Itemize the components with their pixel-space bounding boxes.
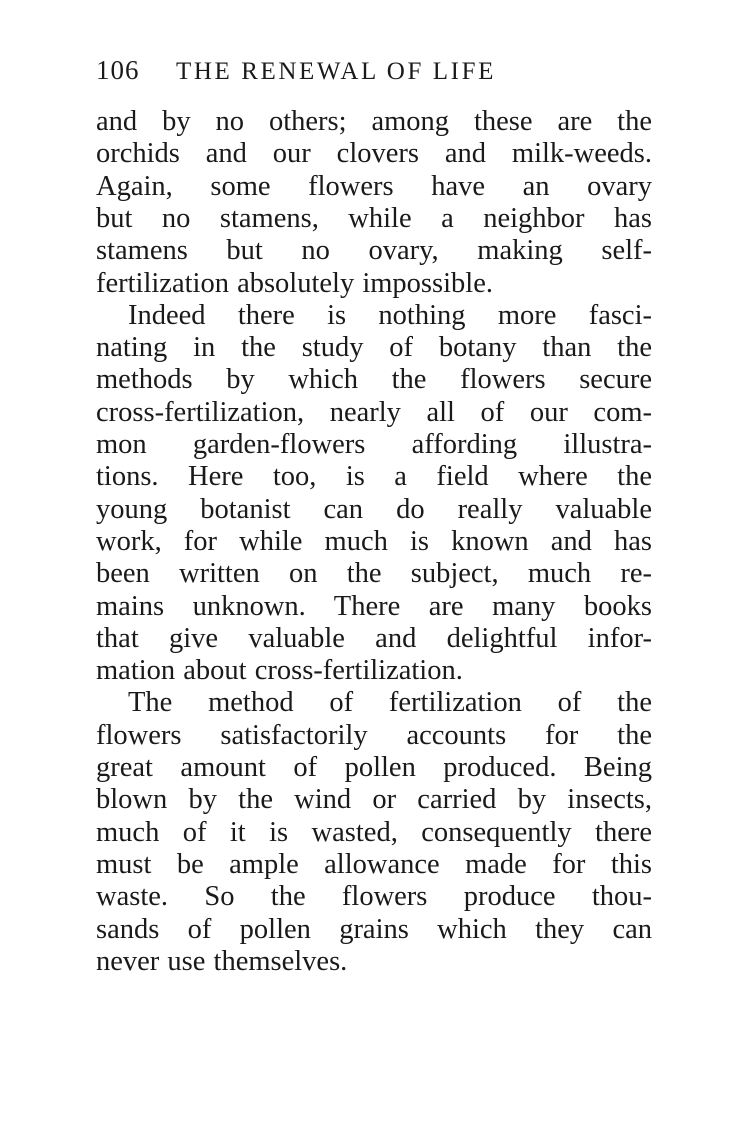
text-line: nating in the study of botany than the <box>96 332 652 364</box>
page-header <box>96 55 496 86</box>
running-title: THE RENEWAL OF LIFE <box>176 58 496 85</box>
text-line: mon garden-flowers affording illustra- <box>96 429 652 460</box>
text-line: must be ample allowance made for this <box>96 848 652 880</box>
text-line: flowers satisfactorily accounts for the <box>96 719 652 751</box>
text-line: blown by the wind or carried by insects, <box>96 784 652 816</box>
text-line: work, for while much is known and has <box>96 525 652 557</box>
text-line: great amount of pollen produced. Being <box>96 752 652 783</box>
text-line: that give valuable and delightful infor- <box>96 622 652 654</box>
text-line: Indeed there is nothing more fasci- <box>128 299 652 331</box>
text-line: been written on the subject, much re- <box>96 558 652 590</box>
text-line: sands of pollen grains which they can <box>96 913 652 945</box>
text-line: Again, some flowers have an ovary <box>96 170 652 202</box>
text-line: fertilization absolutely impossible. <box>96 267 493 299</box>
text-line: methods by which the flowers secure <box>96 364 652 396</box>
text-line: tions. Here too, is a field where the <box>96 461 652 493</box>
text-line: much of it is wasted, consequently there <box>96 816 652 848</box>
page-number: 106 <box>96 55 140 85</box>
text-line: young botanist can do really valuable <box>96 493 652 525</box>
text-line: cross-fertilization, nearly all of our com- <box>96 396 652 428</box>
text-line: mation about cross-fertilization. <box>96 655 463 687</box>
text-line: The method of fertilization of the <box>128 687 652 719</box>
text-line: but no stamens, while a neighbor has <box>96 202 652 234</box>
text-line: orchids and our clovers and milk-weeds. <box>96 138 652 170</box>
text-line: mains unknown. There are many books <box>96 590 652 622</box>
text-line: never use themselves. <box>96 945 348 977</box>
text-line: and by no others; among these are the <box>96 106 652 137</box>
text-line: stamens but no ovary, making self- <box>96 235 652 267</box>
text-line: waste. So the flowers produce thou- <box>96 881 652 913</box>
